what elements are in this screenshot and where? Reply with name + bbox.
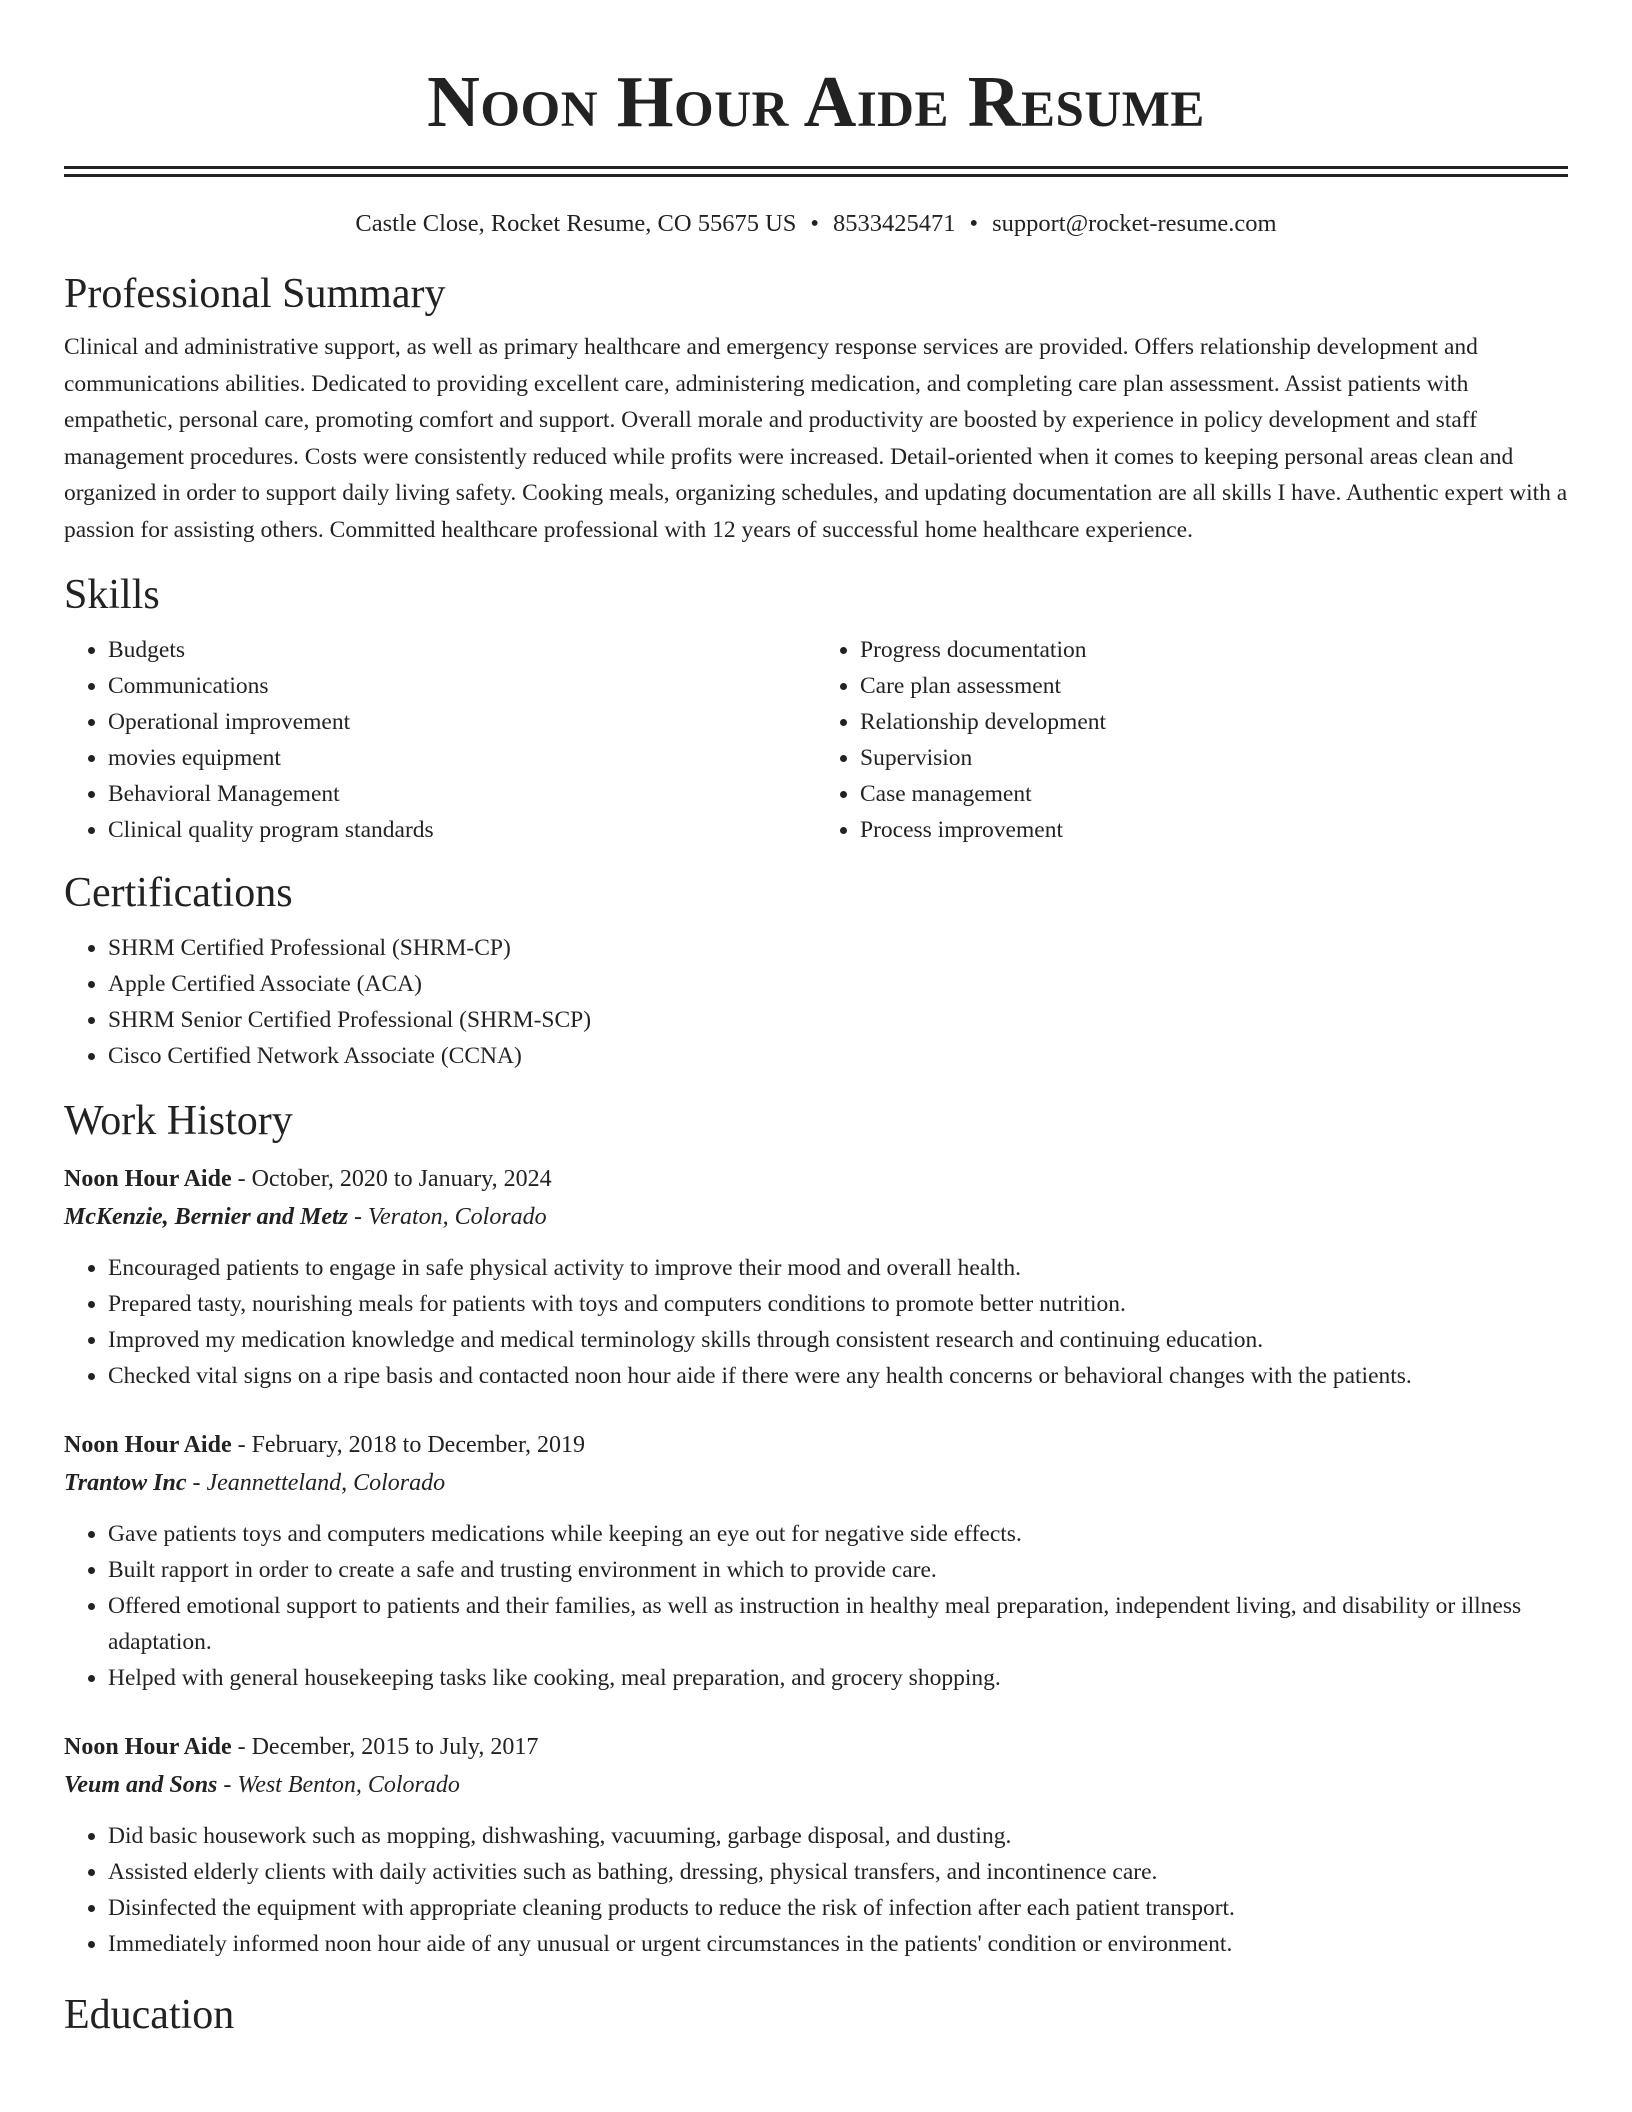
section-heading-education: Education (64, 1992, 235, 2038)
job-bullets (64, 1516, 1568, 1696)
list-item: • Did basic housework such as mopping, dishwashing, vacuuming, garbage disposal, and dusting. (108, 1818, 1568, 1854)
list-item: • Improved my medication knowledge and medical terminology skills through consistent research and continuing education. (108, 1322, 1568, 1358)
section-heading-certifications: Certifications (64, 870, 293, 916)
job-entry (64, 1426, 1568, 1696)
education-section (64, 1990, 1568, 2040)
list-item: • movies equipment (108, 740, 816, 776)
list-item: • Case management (860, 776, 1568, 812)
list-item: • Budgets (108, 632, 816, 668)
list-item: • Built rapport in order to create a safe and trusting environment in which to provide care. (108, 1552, 1568, 1588)
contact-phone: 8533425471 (832, 210, 956, 237)
contact-line (64, 207, 1568, 241)
job-company: Veum and Sons (64, 1772, 218, 1798)
list-item: • Supervision (860, 740, 1568, 776)
list-item: • Care plan assessment (860, 668, 1568, 704)
job-entry (64, 1728, 1568, 1962)
contact-address: Castle Close, Rocket Resume, CO 55675 US (355, 210, 797, 237)
skills-list-left (64, 632, 816, 848)
section-heading-skills: Skills (64, 572, 160, 618)
list-item: • Behavioral Management (108, 776, 816, 812)
page-title: Noon Hour Aide Resume (427, 61, 1205, 142)
skills-columns (64, 632, 1568, 848)
job-dates: - February, 2018 to December, 2019 (231, 1432, 585, 1458)
list-item: • SHRM Senior Certified Professional (SHRM-SCP) (108, 1002, 1568, 1038)
list-item: • Communications (108, 668, 816, 704)
job-dates: - October, 2020 to January, 2024 (231, 1166, 552, 1192)
list-item: • Operational improvement (108, 704, 816, 740)
list-item: • Clinical quality program standards (108, 812, 816, 848)
job-company: Trantow Inc (64, 1470, 187, 1496)
contact-separator: • (969, 210, 979, 237)
work-history-section (64, 1096, 1568, 1962)
summary-text: Clinical and administrative support, as well as primary healthcare and emergency response services are provided. Offers relationship development and communications abilities. Dedicated to providing excellent care, administering medication, and completing care plan assessment. Assist patients with empathetic, personal care, promoting comfort and support. Overall morale and productivity are boosted by experience in policy development and staff management procedures. Costs were consistently reduced while profits were increased. Detail-oriented when it comes to keeping personal areas clean and organized in order to support daily living safety. Cooking meals, organizing schedules, and updating documentation are all skills I have. Authentic expert with a passion for assisting others. Committed healthcare professional with 12 years of successful home healthcare experience. (64, 334, 1568, 543)
job-location: - Jeannetteland, Colorado (186, 1470, 446, 1496)
list-item: • Encouraged patients to engage in safe physical activity to improve their mood and overall health. (108, 1250, 1568, 1286)
list-item: • Helped with general housekeeping tasks like cooking, meal preparation, and grocery shopping. (108, 1660, 1568, 1696)
list-item: • Immediately informed noon hour aide of any unusual or urgent circumstances in the patients' condition or environment. (108, 1926, 1568, 1962)
list-item: • SHRM Certified Professional (SHRM-CP) (108, 930, 1568, 966)
job-title: Noon Hour Aide (64, 1166, 232, 1192)
job-company-line (64, 1198, 1568, 1236)
list-item: • Relationship development (860, 704, 1568, 740)
section-heading-summary: Professional Summary (64, 271, 446, 317)
list-item: • Disinfected the equipment with appropriate cleaning products to reduce the risk of infection after each patient transport. (108, 1890, 1568, 1926)
job-company-line (64, 1464, 1568, 1502)
list-item: • Cisco Certified Network Associate (CCNA) (108, 1038, 1568, 1074)
resume-page (64, 0, 1568, 2040)
list-item: • Process improvement (860, 812, 1568, 848)
list-item: • Assisted elderly clients with daily activities such as bathing, dressing, physical transfers, and incontinence care. (108, 1854, 1568, 1890)
job-location: - West Benton, Colorado (217, 1772, 460, 1798)
professional-summary-section (64, 269, 1568, 548)
list-item: • Gave patients toys and computers medications while keeping an eye out for negative side effects. (108, 1516, 1568, 1552)
job-dates: - December, 2015 to July, 2017 (231, 1734, 539, 1760)
contact-email: support@rocket-resume.com (992, 210, 1277, 237)
job-company-line (64, 1766, 1568, 1804)
job-title-line (64, 1426, 1568, 1464)
contact-separator: • (810, 210, 819, 237)
list-item: • Progress documentation (860, 632, 1568, 668)
title-divider (64, 166, 1568, 177)
job-entry (64, 1160, 1568, 1394)
job-location: - Veraton, Colorado (348, 1204, 547, 1230)
certifications-list (64, 930, 1568, 1074)
job-title: Noon Hour Aide (64, 1432, 232, 1458)
job-title-line (64, 1728, 1568, 1766)
job-company: McKenzie, Bernier and Metz (64, 1204, 349, 1230)
list-item: • Checked vital signs on a ripe basis and contacted noon hour aide if there were any health concerns or behavioral changes with the patients. (108, 1358, 1568, 1394)
certifications-section (64, 868, 1568, 1074)
job-title-line (64, 1160, 1568, 1198)
skills-section (64, 570, 1568, 848)
job-bullets (64, 1818, 1568, 1962)
section-heading-work: Work History (64, 1098, 293, 1144)
list-item: • Apple Certified Associate (ACA) (108, 966, 1568, 1002)
list-item: • Offered emotional support to patients and their families, as well as instruction in healthy meal preparation, independent living, and disability or illness adaptation. (108, 1588, 1568, 1660)
list-item: • Prepared tasty, nourishing meals for patients with toys and computers conditions to promote better nutrition. (108, 1286, 1568, 1322)
job-bullets (64, 1250, 1568, 1394)
skills-list-right (816, 632, 1568, 848)
job-title: Noon Hour Aide (64, 1734, 232, 1760)
